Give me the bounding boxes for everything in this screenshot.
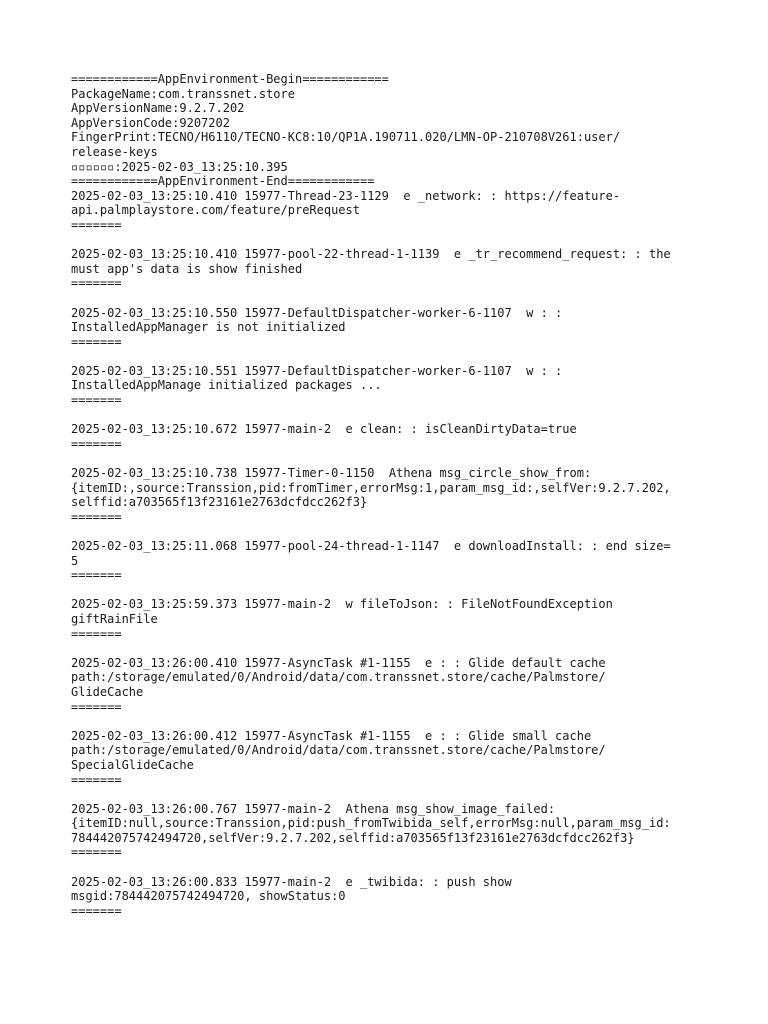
log-line: {itemID:,source:Transsion,pid:fromTimer,errorMsg:1,param_msg_id:,selfVer:9.2.7.202, <box>71 480 671 495</box>
log-line: giftRainFile <box>71 611 158 626</box>
log-line: InstalledAppManage initialized packages ... <box>71 378 382 393</box>
header-line: AppVersionName:9.2.7.202 <box>71 101 245 116</box>
log-line: 2025-02-03_13:25:10.738 15977-Timer-0-1150 Athena msg_circle_show_from: <box>71 466 592 481</box>
header-line: AppVersionCode:9207202 <box>71 115 230 130</box>
log-line: 2025-02-03_13:25:10.550 15977-DefaultDispatcher-worker-6-1107 w : : <box>71 305 563 320</box>
entry-separator: ======= <box>71 903 122 918</box>
log-line: 2025-02-03_13:26:00.833 15977-main-2 e _twibida: : push show <box>71 874 512 889</box>
header-line: PackageName:com.transsnet.store <box>71 86 295 101</box>
log-line: 2025-02-03_13:26:00.412 15977-AsyncTask #1-1155 e : : Glide small cache <box>71 728 592 743</box>
header-line: release-keys <box>71 144 158 159</box>
log-line: 2025-02-03_13:25:10.551 15977-DefaultDispatcher-worker-6-1107 w : : <box>71 363 563 378</box>
log-line: GlideCache <box>71 684 144 699</box>
log-entry <box>71 189 711 233</box>
log-line: 2025-02-03_13:25:11.068 15977-pool-24-thread-1-1147 e downloadInstall: : end size= <box>71 539 671 553</box>
log-entry <box>71 802 711 860</box>
entry-separator: ======= <box>71 699 122 714</box>
log-entry <box>71 364 711 408</box>
entry-separator: ======= <box>71 436 122 451</box>
log-entry <box>71 875 711 919</box>
log-entry <box>71 306 711 350</box>
header-line: ============AppEnvironment-Begin============ <box>71 72 389 86</box>
log-line: InstalledAppManager is not initialized <box>71 320 346 335</box>
log-line: must app's data is show finished <box>71 261 303 276</box>
log-line: selffid:a703565f13f23161e2763dcfdcc262f3} <box>71 495 368 510</box>
log-line: {itemID:null,source:Transsion,pid:push_fromTwibida_self,errorMsg:null,param_msg_id: <box>71 816 671 831</box>
log-entry <box>71 597 711 641</box>
log-line: api.palmplaystore.com/feature/preRequest <box>71 203 360 218</box>
log-line: msgid:784442075742494720, showStatus:0 <box>71 889 346 904</box>
log-entry <box>71 247 711 291</box>
log-line: 2025-02-03_13:26:00.767 15977-main-2 Athena msg_show_image_failed: <box>71 801 556 816</box>
header-line: FingerPrint:TECNO/H6110/TECNO-KC8:10/QP1A.190711.020/LMN-OP-210708V261:user/ <box>71 130 621 145</box>
entry-separator: ======= <box>71 772 122 787</box>
log-line: 5 <box>71 553 79 568</box>
log-line: 784442075742494720,selfVer:9.2.7.202,selffid:a703565f13f23161e2763dcfdcc262f3} <box>71 830 635 845</box>
log-entries <box>71 189 711 919</box>
log-entry <box>71 656 711 714</box>
entry-separator: ======= <box>71 276 122 291</box>
log-line: 2025-02-03_13:25:59.373 15977-main-2 w fileToJson: : FileNotFoundException <box>71 597 613 612</box>
log-line: 2025-02-03_13:26:00.410 15977-AsyncTask #1-1155 e : : Glide default cache <box>71 655 606 670</box>
log-line: 2025-02-03_13:25:10.672 15977-main-2 e clean: : isCleanDirtyData=true <box>71 422 577 437</box>
log-document <box>71 72 711 918</box>
entry-separator: ======= <box>71 845 122 860</box>
log-entry <box>71 422 711 451</box>
log-line: 2025-02-03_13:25:10.410 15977-Thread-23-1129 e _network: : https://feature- <box>71 188 621 203</box>
log-line: path:/storage/emulated/0/Android/data/com.transsnet.store/cache/Palmstore/ <box>71 743 606 758</box>
entry-separator: ======= <box>71 509 122 524</box>
log-entry <box>71 539 711 583</box>
entry-separator: ======= <box>71 393 122 408</box>
entry-separator: ======= <box>71 334 122 349</box>
app-environment-header <box>71 72 711 189</box>
log-line: SpecialGlideCache <box>71 757 194 772</box>
log-line: path:/storage/emulated/0/Android/data/com.transsnet.store/cache/Palmstore/ <box>71 670 606 685</box>
header-line: ============AppEnvironment-End============ <box>71 174 375 189</box>
entry-separator: ======= <box>71 217 122 232</box>
entry-separator: ======= <box>71 568 122 583</box>
log-line: 2025-02-03_13:25:10.410 15977-pool-22-thread-1-1139 e _tr_recommend_request: : the <box>71 247 671 262</box>
log-entry <box>71 729 711 787</box>
log-entry <box>71 466 711 524</box>
entry-separator: ======= <box>71 626 122 641</box>
header-line: ▫▫▫▫▫▫:2025-02-03_13:25:10.395 <box>71 159 288 174</box>
